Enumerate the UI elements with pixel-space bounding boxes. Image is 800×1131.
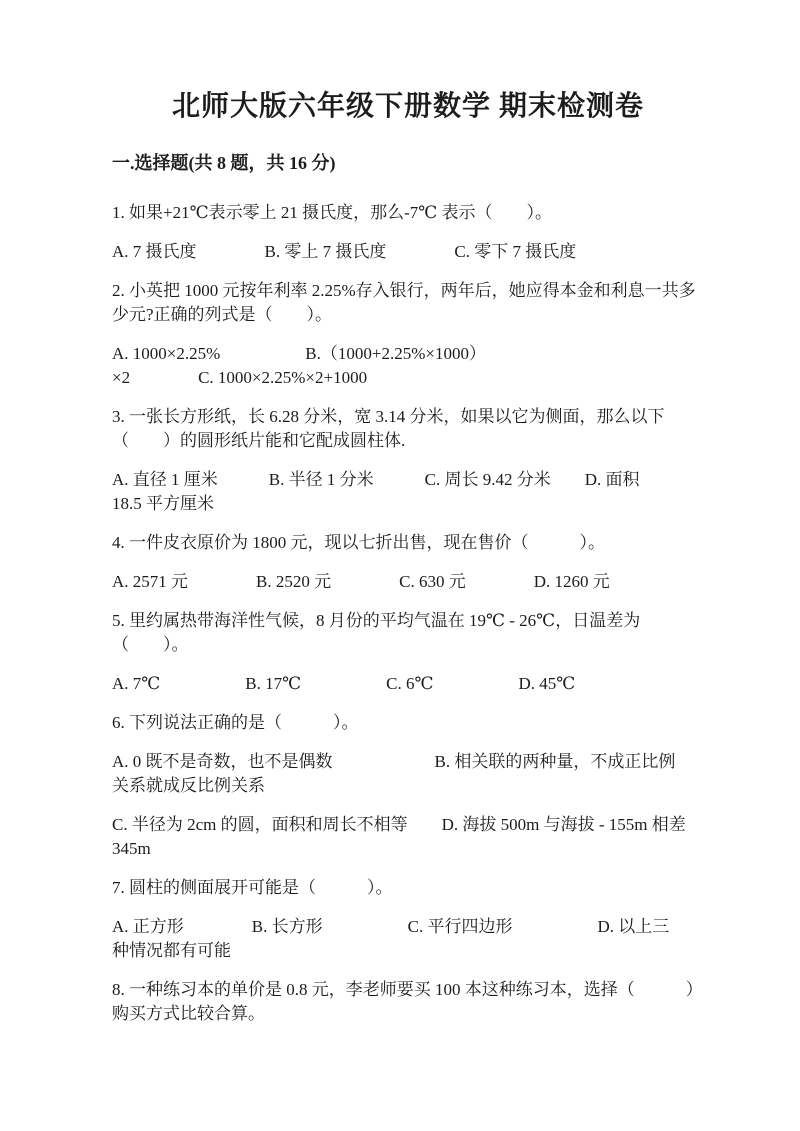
text-line: 1. 如果+21℃表示零上 21 摄氏度，那么-7℃ 表示（ ）。 xyxy=(112,203,553,222)
options-block xyxy=(112,915,704,963)
text-line: A. 1000×2.25% B.（1000+2.25%×1000） xyxy=(112,344,486,363)
text-line: A. 0 既不是奇数，也不是偶数 B. 相关联的两种量，不成正比例 xyxy=(112,752,676,771)
text-line: 种情况都有可能 xyxy=(112,941,231,960)
text-line: 关系就成反比例关系 xyxy=(112,776,265,795)
section-heading: 一.选择题(共 8 题，共 16 分) xyxy=(112,153,336,173)
text-line: 购买方式比较合算。 xyxy=(112,1004,265,1023)
text-line: 4. 一件皮衣原价为 1800 元，现以七折出售，现在售价（ ）。 xyxy=(112,533,605,552)
question-3 xyxy=(112,405,704,516)
text-line: 少元?正确的列式是（ ）。 xyxy=(112,305,333,324)
question-5 xyxy=(112,609,704,696)
text-line: 2. 小英把 1000 元按年利率 2.25%存入银行，两年后，她应得本金和利息一共多 xyxy=(112,281,696,300)
question-4 xyxy=(112,531,704,594)
stem-block xyxy=(112,711,704,735)
text-line: （ ）。 xyxy=(112,635,189,654)
text-line: 5. 里约属热带海洋性气候，8 月份的平均气温在 19℃ - 26℃，日温差为 xyxy=(112,611,641,630)
page-title: 北师大版六年级下册数学 期末检测卷 xyxy=(171,91,644,122)
question-6 xyxy=(112,711,704,861)
text-line: 7. 圆柱的侧面展开可能是（ ）。 xyxy=(112,878,393,897)
text-line: （ ）的圆形纸片能和它配成圆柱体. xyxy=(112,431,406,450)
options-block xyxy=(112,672,704,696)
options-block xyxy=(112,468,704,516)
stem-block xyxy=(112,201,704,225)
stem-block xyxy=(112,609,704,657)
question-8 xyxy=(112,978,704,1026)
question-2 xyxy=(112,279,704,390)
text-line: 18.5 平方厘米 xyxy=(112,494,214,513)
text-line: 8. 一种练习本的单价是 0.8 元，李老师要买 100 本这种练习本，选择（ ） xyxy=(112,980,703,999)
stem-block xyxy=(112,876,704,900)
options-block xyxy=(112,240,704,264)
text-line: A. 2571 元 B. 2520 元 C. 630 元 D. 1260 元 xyxy=(112,572,610,591)
stem-block xyxy=(112,978,704,1026)
stem-block xyxy=(112,531,704,555)
text-line: C. 半径为 2cm 的圆，面积和周长不相等 D. 海拔 500m 与海拔 - 155m 相差 xyxy=(112,815,686,834)
text-line: 3. 一张长方形纸，长 6.28 分米，宽 3.14 分米，如果以它为侧面，那么以下 xyxy=(112,407,665,426)
stem-block xyxy=(112,279,704,327)
options-block xyxy=(112,570,704,594)
question-1 xyxy=(112,201,704,264)
question-7 xyxy=(112,876,704,963)
text-line: 6. 下列说法正确的是（ ）。 xyxy=(112,713,359,732)
stem-block xyxy=(112,405,704,453)
text-line: A. 正方形 B. 长方形 C. 平行四边形 D. 以上三 xyxy=(112,917,670,936)
options-block xyxy=(112,813,704,861)
text-line: A. 7 摄氏度 B. 零上 7 摄氏度 C. 零下 7 摄氏度 xyxy=(112,242,577,261)
text-line: A. 7℃ B. 17℃ C. 6℃ D. 45℃ xyxy=(112,674,576,693)
options-block xyxy=(112,750,704,798)
text-line: A. 直径 1 厘米 B. 半径 1 分米 C. 周长 9.42 分米 D. 面积 xyxy=(112,470,640,489)
text-line: ×2 C. 1000×2.25%×2+1000 xyxy=(112,368,368,387)
options-block xyxy=(112,342,704,390)
questions-container xyxy=(112,201,704,1026)
text-line: 345m xyxy=(112,839,151,858)
